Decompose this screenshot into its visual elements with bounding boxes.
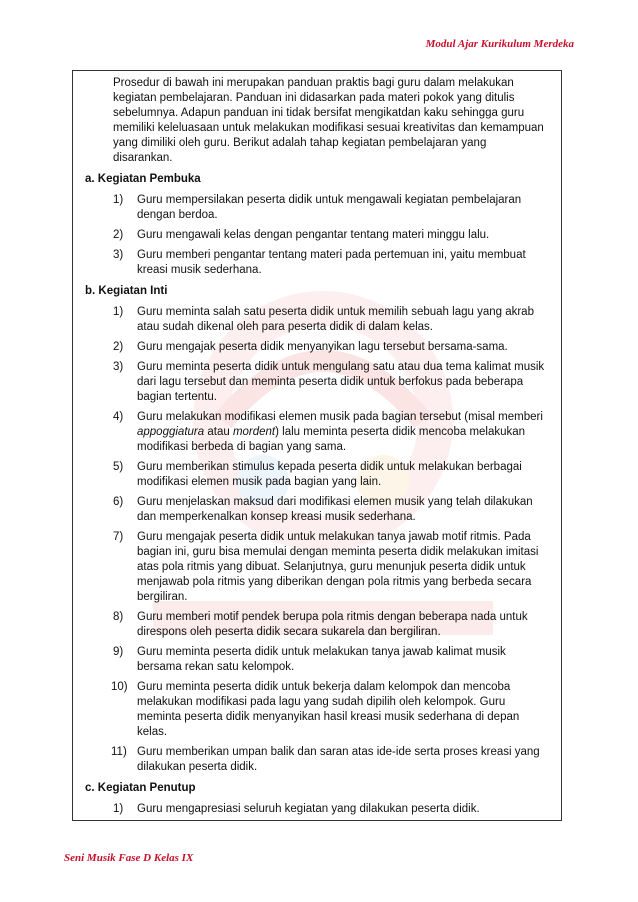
page-header: Modul Ajar Kurikulum Merdeka	[425, 38, 574, 50]
list-item: 5) Guru memberikan stimulus kepada peserta didik untuk melakukan berbagai modifikasi elemen musik pada bagian yang lain.	[113, 461, 522, 488]
list-item: 8) Guru memberi motif pendek berupa pola ritmis dengan beberapa nada untuk direspons oleh peserta didik secara sukarela dan bergiliran.	[113, 611, 528, 638]
list-item: 1) Guru mengapresiasi seluruh kegiatan yang dilakukan peserta didik.	[113, 803, 480, 815]
section-title-penutup: c. Kegiatan Penutup	[85, 782, 196, 794]
page-footer: Seni Musik Fase D Kelas IX	[64, 852, 194, 864]
list-item: 2) Guru mengajak peserta didik menyanyikan lagu tersebut bersama-sama.	[113, 341, 508, 353]
section-title-inti: b. Kegiatan Inti	[85, 285, 168, 297]
steps-list-inti	[85, 305, 547, 775]
list-item: 2) Guru mengawali kelas dengan pengantar tentang materi minggu lalu.	[113, 229, 490, 241]
content-frame	[72, 70, 562, 821]
list-item: 10) Guru meminta peserta didik untuk bekerja dalam kelompok dan mencoba melakukan modifikasi pada lagu yang sudah dipilih oleh kelompok. Guru meminta peserta didik menyanyikan hasil kreasi musik sederhana di depan kelas.	[111, 681, 520, 738]
intro-paragraph: Prosedur di bawah ini merupakan panduan praktis bagi guru dalam melakukan kegiatan pembelajaran. Panduan ini didasarkan pada materi pokok yang ditulis sebelumnya. Adapun panduan ini tidak bersifat mengikatdan kaku sehingga guru memiliki keleluasaan untuk melakukan modifikasi sesuai kreativitas dan kemampuan yang dimiliki oleh guru. Berikut adalah tahap kegiatan pembelajaran yang disarankan.	[113, 77, 544, 164]
list-item: 6) Guru menjelaskan maksud dari modifikasi elemen musik yang telah dilakukan dan memperkenalkan konsep kreasi musik sederhana.	[113, 496, 533, 523]
list-item: 3) Guru meminta peserta didik untuk mengulang satu atau dua tema kalimat musik dari lagu tersebut dan meminta peserta didik untuk berfokus pada beberapa bagian tertentu.	[113, 361, 545, 403]
list-item: 1) Guru mempersilakan peserta didik untuk mengawali kegiatan pembelajaran dengan berdoa.	[113, 194, 522, 221]
steps-list-penutup	[85, 802, 547, 821]
list-item: 4) Guru melakukan modifikasi elemen musik pada bagian tersebut (misal memberi appoggiatura atau mordent) lalu meminta peserta didik mencoba melakukan modifikasi berbeda di bagian yang sama.	[113, 411, 543, 453]
section-title-pembuka: a. Kegiatan Pembuka	[85, 173, 201, 185]
list-item: 1) Guru meminta salah satu peserta didik untuk memilih sebuah lagu yang akrab atau sudah dikenal oleh para peserta didik di dalam kelas.	[113, 306, 534, 333]
steps-list-pembuka	[85, 193, 547, 278]
list-item: 9) Guru meminta peserta didik untuk melakukan tanya jawab kalimat musik bersama rekan satu kelompok.	[113, 646, 506, 673]
list-item: 11) Guru memberikan umpan balik dan saran atas ide-ide serta proses kreasi yang dilakukan peserta didik.	[111, 746, 540, 773]
list-item: 3) Guru memberi pengantar tentang materi pada pertemuan ini, yaitu membuat kreasi musik sederhana.	[113, 249, 526, 276]
list-item: 7) Guru mengajak peserta didik untuk melakukan tanya jawab motif ritmis. Pada bagian ini, guru bisa memulai dengan meminta peserta didik melakukan imitasi atas pola ritmis yang dibuat. Selanjutnya, guru menunjuk peserta didik untuk menjawab pola ritmis yang diberikan dengan pola ritmis yang berbeda secara bergiliran.	[113, 531, 539, 603]
lesson-content	[73, 71, 561, 821]
